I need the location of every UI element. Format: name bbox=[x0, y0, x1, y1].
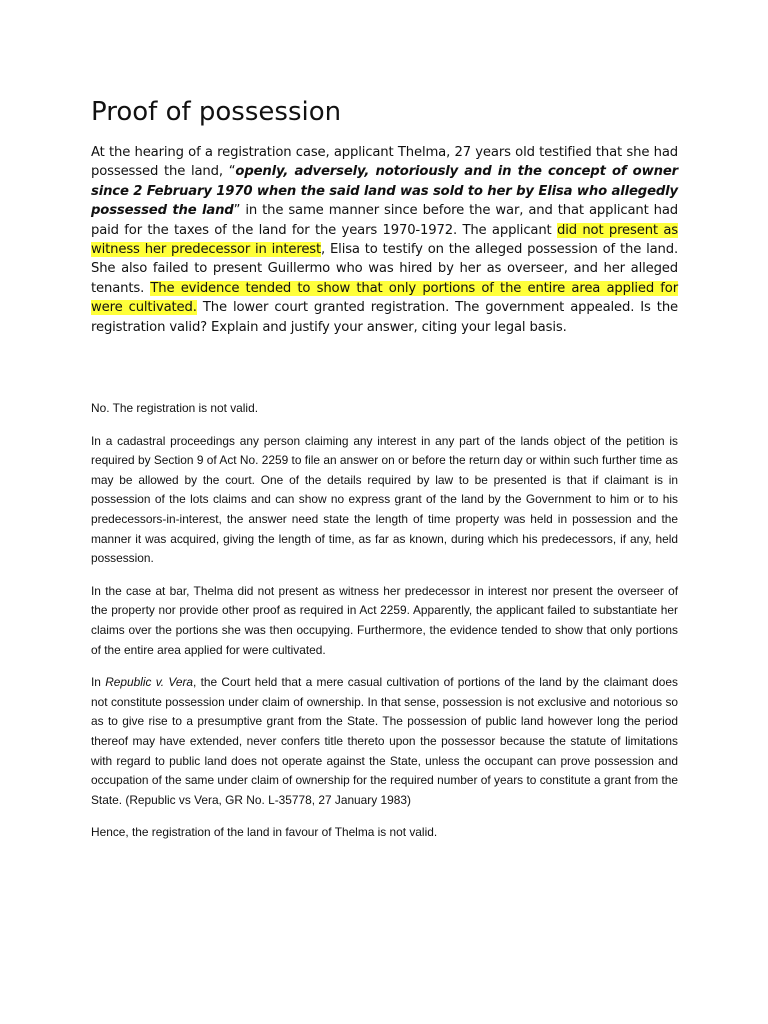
answer-section bbox=[91, 399, 678, 856]
question-text-2: ” in the same manner since before the war, and that applicant had paid for the taxes of the land for the years 1970-1972. The applicant bbox=[91, 203, 679, 238]
case-citation: Republic v. Vera bbox=[105, 675, 194, 690]
precedent-text: , the Court held that a mere casual cultivation of portions of the land by the claimant does not constitute possession under claim of ownership. In that sense, possession is not exclusive and notorious so as to give rise to a presumptive grant from the State. The possession of public land however long the period thereof may have extended, never confers title thereto upon the possessor because the statute of limitations with regard to public land does not operate against the State, unless the occupant can prove possession and occupation of the same under claim of ownership for the required number of years to constitute a grant from the State. (Republic vs Vera, GR No. L-35778, 27 January 1983) bbox=[91, 675, 678, 807]
question-text-1: At the hearing of a registration case, applicant Thelma, 27 years old testified that she had possessed the land, “ bbox=[91, 145, 678, 180]
question-quote: openly, adversely, notoriously and in the concept of owner since 2 February 1970 when the said land was sold to her by Elisa who allegedly possessed the land bbox=[91, 164, 678, 219]
answer-paragraph-case-at-bar: In the case at bar, Thelma did not present as witness her predecessor in interest nor present the overseer of the property nor provide other proof as required in Act 2259. Apparently, the applicant failed to substantiate her claims over the portions she was then occupying. Furthermore, the evidence tended to show that only portions of the entire area applied for were cultivated. bbox=[91, 583, 678, 657]
question-paragraph bbox=[91, 143, 678, 337]
question-text-3: , Elisa to testify on the alleged possession of the land. She also failed to present Guillermo who was hired by her as overseer, and her alleged tenants. bbox=[91, 242, 678, 296]
answer-paragraph-conclusion: Hence, the registration of the land in favour of Thelma is not valid. bbox=[91, 825, 438, 840]
precedent-intro: In bbox=[91, 675, 106, 690]
question-text-4: The lower court granted registration. The government appealed. Is the registration valid? Explain and justify your answer, citing your legal basis. bbox=[91, 300, 678, 335]
highlight-evidence: The evidence tended to show that only portions of the entire area applied for were cultivated. bbox=[91, 280, 678, 316]
page-title: Proof of possession bbox=[91, 97, 342, 127]
answer-paragraph-precedent bbox=[91, 673, 678, 810]
answer-paragraph-verdict: No. The registration is not valid. bbox=[91, 401, 258, 415]
highlight-predecessor: did not present as witness her predecessor in interest bbox=[91, 222, 678, 258]
answer-paragraph-law: In a cadastral proceedings any person claiming any interest in any part of the lands object of the petition is required by Section 9 of Act No. 2259 to file an answer on or before the return day or within such further time as may be allowed by the court. One of the details required by law to be presented is that if claimant is in possession of the lots claims and can show no express grant of the land by the Government to him or to his predecessors-in-interest, the answer need state the length of time property was held in possession and the manner it was acquired, giving the length of time, as far as known, during which his predecessors, if any, held possession. bbox=[91, 433, 678, 566]
